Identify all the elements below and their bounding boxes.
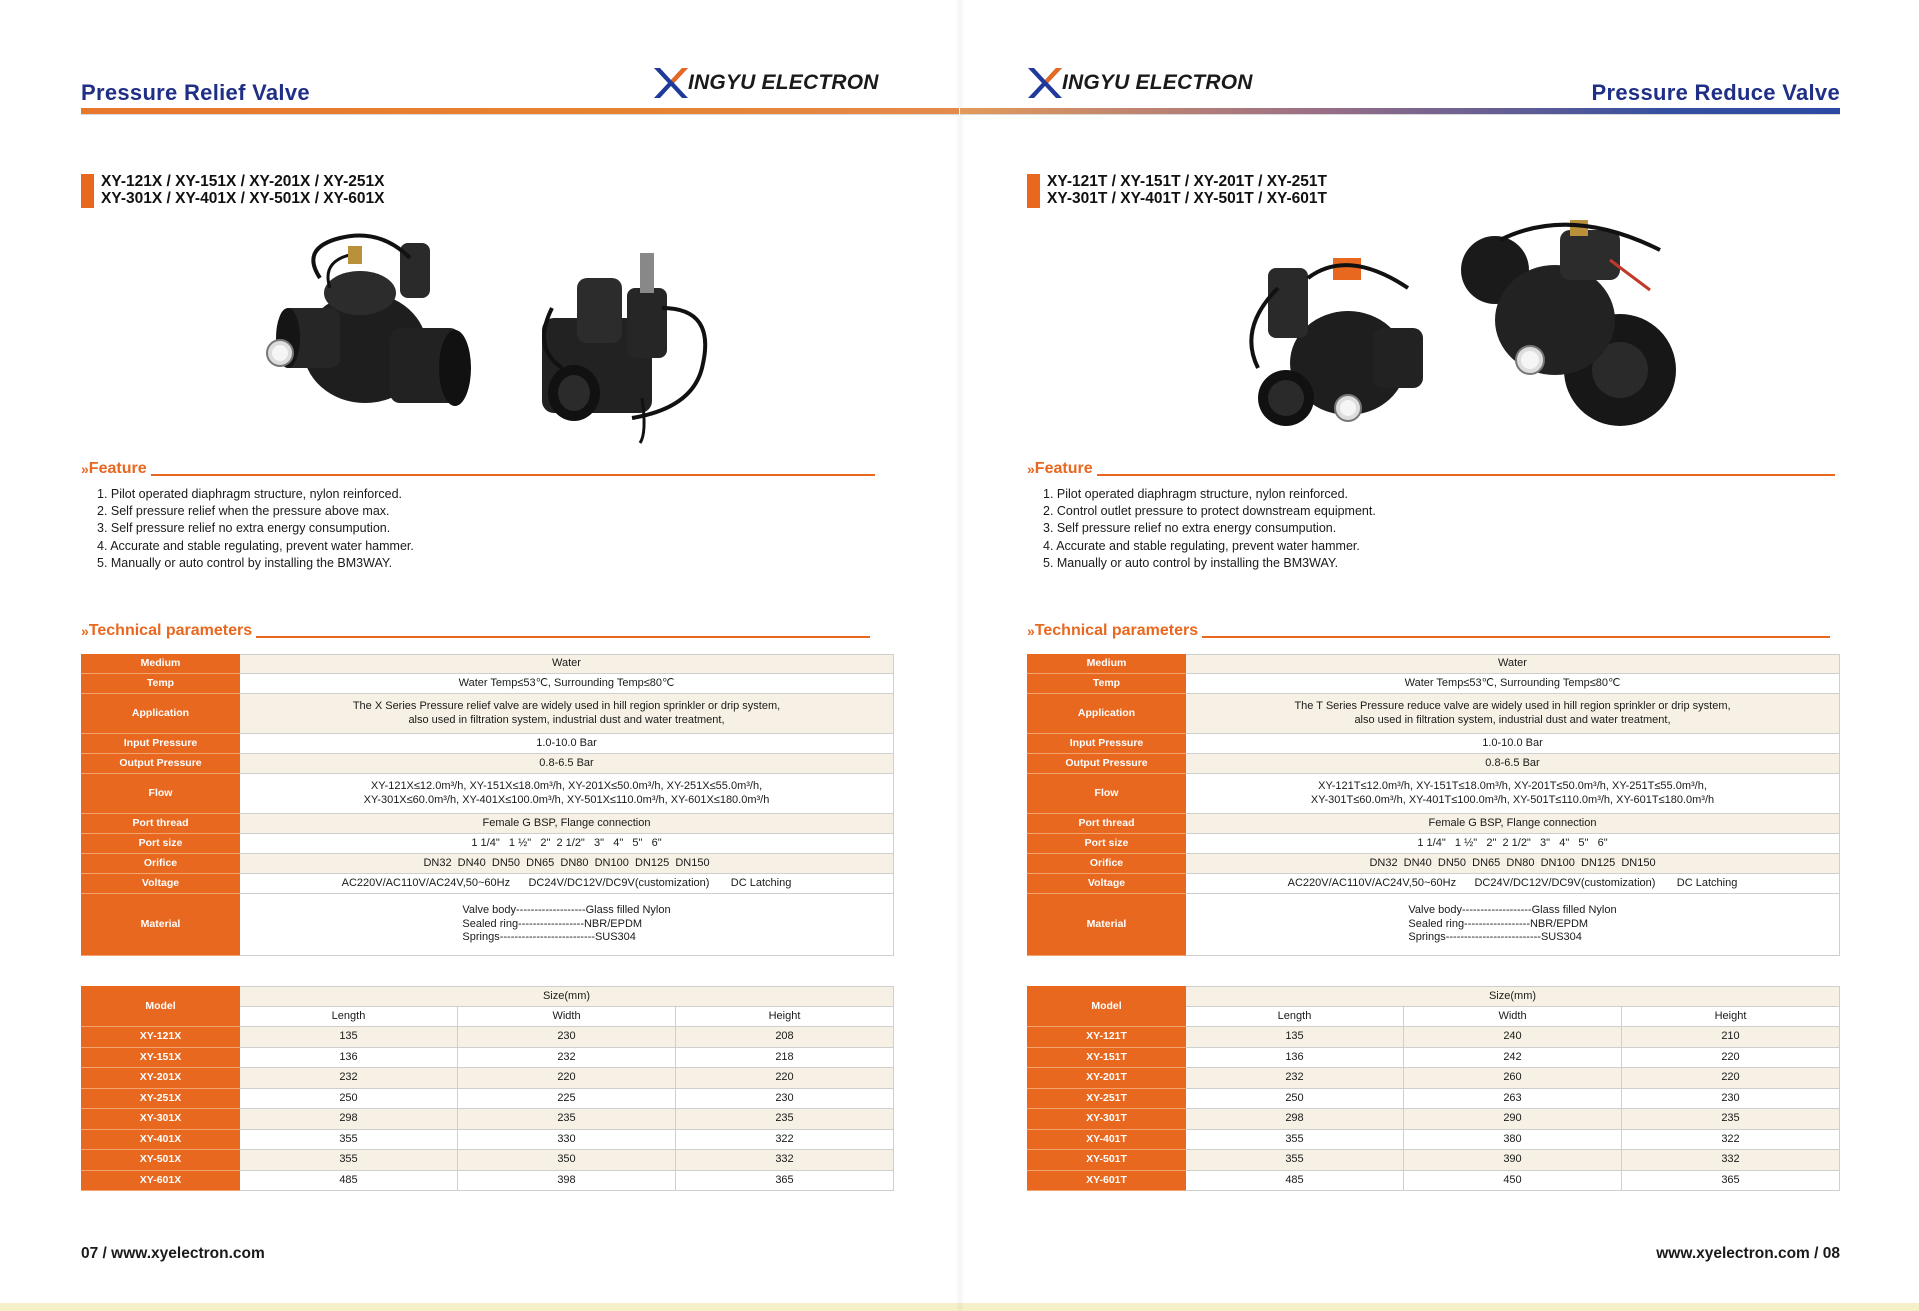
list-item: 4. Accurate and stable regulating, prevent water hammer. bbox=[1043, 538, 1360, 553]
table-row bbox=[1028, 834, 1840, 854]
table-row: XY-601T 485 450 365 bbox=[1028, 1170, 1840, 1191]
list-item: 2. Self pressure relief when the pressure above max. bbox=[97, 504, 390, 519]
reduce-valve-photo-1 bbox=[1238, 248, 1438, 433]
x-logo-icon bbox=[652, 66, 690, 100]
table-row bbox=[82, 694, 894, 734]
table-row: XY-201X 232 220 220 bbox=[82, 1068, 894, 1089]
tech-heading bbox=[1027, 622, 1830, 640]
right-page bbox=[960, 0, 1919, 1311]
models-line-1: XY-121X / XY-151X / XY-201X / XY-251X bbox=[101, 173, 385, 190]
page-footer: www.xyelectron.com / 08 bbox=[1656, 1245, 1840, 1262]
page-title: Pressure Reduce Valve bbox=[1591, 80, 1840, 105]
row-value: 1.0-10.0 Bar bbox=[240, 734, 894, 754]
table-row: XY-501X 355 350 332 bbox=[82, 1150, 894, 1171]
row-label: Port thread bbox=[1028, 814, 1186, 834]
width-header: Width bbox=[458, 1007, 676, 1027]
row-value: Valve body-------------------Glass filled Nylon Sealed ring------------------NBR/EPDM Springs--------------------------SUS304 bbox=[1186, 894, 1840, 956]
table-header-row bbox=[82, 987, 894, 1007]
table-row: XY-401T 355 380 322 bbox=[1028, 1129, 1840, 1150]
row-value: Valve body-------------------Glass filled Nylon Sealed ring------------------NBR/EPDM Springs--------------------------SUS304 bbox=[240, 894, 894, 956]
chevron-right-icon: » bbox=[81, 623, 86, 639]
table-row: XY-401X 355 330 322 bbox=[82, 1129, 894, 1150]
table-row: XY-251T 250 263 230 bbox=[1028, 1088, 1840, 1109]
list-item: 1. Pilot operated diaphragm structure, nylon reinforced. bbox=[97, 487, 403, 501]
row-value: AC220V/AC110V/AC24V,50~60Hz DC24V/DC12V/DC9V(customization) DC Latching bbox=[1186, 874, 1840, 894]
row-label: Port thread bbox=[82, 814, 240, 834]
row-value: 0.8-6.5 Bar bbox=[1186, 754, 1840, 774]
list-item: 4. Accurate and stable regulating, prevent water hammer. bbox=[97, 538, 414, 553]
table-row bbox=[1028, 694, 1840, 734]
model-header: Model bbox=[1028, 987, 1186, 1027]
row-value: Water Temp≤53℃, Surrounding Temp≤80℃ bbox=[1186, 674, 1840, 694]
row-label: Port size bbox=[1028, 834, 1186, 854]
row-value: 0.8-6.5 Bar bbox=[240, 754, 894, 774]
row-value: DN32 DN40 DN50 DN65 DN80 DN100 DN125 DN150 bbox=[1186, 854, 1840, 874]
row-label: Flow bbox=[1028, 774, 1186, 814]
size-header: Size(mm) bbox=[240, 987, 894, 1007]
row-value: The X Series Pressure relief valve are widely used in hill region sprinkler or drip system, also used in filtration system, industrial dust and water treatment, bbox=[240, 694, 894, 734]
list-item: 5. Manually or auto control by installing the BM3WAY. bbox=[1043, 555, 1339, 570]
tech-rule bbox=[256, 636, 870, 638]
header-divider bbox=[81, 108, 959, 114]
list-item: 3. Self pressure relief no extra energy consumpution. bbox=[1043, 521, 1337, 536]
row-label: Input Pressure bbox=[1028, 734, 1186, 754]
table-row: XY-151X 136 232 218 bbox=[82, 1047, 894, 1068]
table-row: XY-301T 298 290 235 bbox=[1028, 1109, 1840, 1130]
brand-name: INGYU ELECTRON bbox=[688, 71, 879, 94]
list-item: 3. Self pressure relief no extra energy consumpution. bbox=[97, 521, 391, 536]
table-row bbox=[1028, 894, 1840, 956]
feature-heading bbox=[1027, 460, 1835, 478]
feature-list bbox=[97, 486, 414, 572]
table-row: XY-201T 232 260 220 bbox=[1028, 1068, 1840, 1089]
table-row bbox=[82, 754, 894, 774]
list-item: 2. Control outlet pressure to protect downstream equipment. bbox=[1043, 504, 1376, 519]
table-header-row bbox=[1028, 987, 1840, 1007]
tech-parameters-table bbox=[81, 654, 894, 956]
size-table bbox=[81, 986, 894, 1191]
table-row: XY-151T 136 242 220 bbox=[1028, 1047, 1840, 1068]
row-value: The T Series Pressure reduce valve are widely used in hill region sprinkler or drip system, also used in filtration system, industrial dust and water treatment, bbox=[1186, 694, 1840, 734]
left-page bbox=[0, 0, 959, 1311]
table-row bbox=[1028, 814, 1840, 834]
models-line-2: XY-301X / XY-401X / XY-501X / XY-601X bbox=[101, 190, 385, 207]
model-header: Model bbox=[82, 987, 240, 1027]
row-value: XY-121T≤12.0m³/h, XY-151T≤18.0m³/h, XY-201T≤50.0m³/h, XY-251T≤55.0m³/h, XY-301T≤60.0m³/h, XY-401T≤100.0m³/h, XY-501T≤110.0m³/h, XY-601T≤180.0m³/h bbox=[1186, 774, 1840, 814]
length-header: Length bbox=[1186, 1007, 1404, 1027]
chevron-right-icon: » bbox=[1027, 461, 1032, 477]
table-row: XY-121X 135 230 208 bbox=[82, 1027, 894, 1048]
table-row bbox=[82, 774, 894, 814]
row-value: 1.0-10.0 Bar bbox=[1186, 734, 1840, 754]
feature-rule bbox=[151, 474, 875, 476]
list-item: 5. Manually or auto control by installing the BM3WAY. bbox=[97, 555, 393, 570]
size-header: Size(mm) bbox=[1186, 987, 1840, 1007]
models-line-2: XY-301T / XY-401T / XY-501T / XY-601T bbox=[1047, 190, 1328, 207]
tech-heading bbox=[81, 622, 870, 640]
tech-rule bbox=[1202, 636, 1830, 638]
list-item: 1. Pilot operated diaphragm structure, nylon reinforced. bbox=[1043, 487, 1349, 501]
table-row bbox=[82, 814, 894, 834]
feature-title: Feature bbox=[1034, 460, 1093, 477]
height-header: Height bbox=[676, 1007, 894, 1027]
row-label: Application bbox=[82, 694, 240, 734]
tech-title: Technical parameters bbox=[88, 622, 253, 639]
table-row: XY-301X 298 235 235 bbox=[82, 1109, 894, 1130]
row-value: Female G BSP, Flange connection bbox=[240, 814, 894, 834]
relief-valve-photo-2 bbox=[532, 248, 722, 448]
tech-parameters-table bbox=[1027, 654, 1840, 956]
feature-heading bbox=[81, 460, 875, 478]
row-value: DN32 DN40 DN50 DN65 DN80 DN100 DN125 DN150 bbox=[240, 854, 894, 874]
table-row bbox=[1028, 734, 1840, 754]
table-row: XY-501T 355 390 332 bbox=[1028, 1150, 1840, 1171]
table-row bbox=[1028, 874, 1840, 894]
row-value: Female G BSP, Flange connection bbox=[1186, 814, 1840, 834]
brand-name: INGYU ELECTRON bbox=[1062, 71, 1253, 94]
chevron-right-icon: » bbox=[81, 461, 86, 477]
row-label: Medium bbox=[1028, 655, 1186, 674]
models-line-1: XY-121T / XY-151T / XY-201T / XY-251T bbox=[1047, 173, 1328, 190]
row-label: Material bbox=[82, 894, 240, 956]
row-value: XY-121X≤12.0m³/h, XY-151X≤18.0m³/h, XY-201X≤50.0m³/h, XY-251X≤55.0m³/h, XY-301X≤60.0m³/h, XY-401X≤100.0m³/h, XY-501X≤110.0m³/h, XY-601X≤180.0m³/h bbox=[240, 774, 894, 814]
header-divider bbox=[960, 108, 1840, 114]
table-row bbox=[82, 894, 894, 956]
brand-logo bbox=[1026, 66, 1253, 100]
row-value: Water Temp≤53℃, Surrounding Temp≤80℃ bbox=[240, 674, 894, 694]
row-label: Orifice bbox=[82, 854, 240, 874]
row-label: Output Pressure bbox=[1028, 754, 1186, 774]
table-row bbox=[82, 734, 894, 754]
row-label: Port size bbox=[82, 834, 240, 854]
length-header: Length bbox=[240, 1007, 458, 1027]
row-label: Material bbox=[1028, 894, 1186, 956]
table-row bbox=[1028, 674, 1840, 694]
tech-title: Technical parameters bbox=[1034, 622, 1199, 639]
brand-logo bbox=[652, 66, 879, 100]
row-value: 1 1/4" 1 ½" 2" 2 1/2" 3" 4" 5" 6" bbox=[240, 834, 894, 854]
row-value: 1 1/4" 1 ½" 2" 2 1/2" 3" 4" 5" 6" bbox=[1186, 834, 1840, 854]
row-label: Voltage bbox=[82, 874, 240, 894]
row-label: Orifice bbox=[1028, 854, 1186, 874]
row-label: Temp bbox=[1028, 674, 1186, 694]
reduce-valve-photo-2 bbox=[1460, 210, 1680, 430]
feature-list bbox=[1043, 486, 1376, 572]
table-row bbox=[82, 655, 894, 674]
x-logo-icon bbox=[1026, 66, 1064, 100]
table-row: XY-121T 135 240 210 bbox=[1028, 1027, 1840, 1048]
table-row bbox=[1028, 655, 1840, 674]
table-row: XY-251X 250 225 230 bbox=[82, 1088, 894, 1109]
row-label: Input Pressure bbox=[82, 734, 240, 754]
page-title: Pressure Relief Valve bbox=[81, 80, 310, 105]
table-row bbox=[1028, 854, 1840, 874]
table-row bbox=[82, 874, 894, 894]
model-heading-bar bbox=[81, 174, 94, 208]
row-label: Flow bbox=[82, 774, 240, 814]
row-value: Water bbox=[240, 655, 894, 674]
table-row bbox=[82, 854, 894, 874]
row-value: Water bbox=[1186, 655, 1840, 674]
row-label: Temp bbox=[82, 674, 240, 694]
width-header: Width bbox=[1404, 1007, 1622, 1027]
size-table bbox=[1027, 986, 1840, 1191]
feature-title: Feature bbox=[88, 460, 147, 477]
table-row bbox=[82, 834, 894, 854]
table-row bbox=[1028, 754, 1840, 774]
page-footer: 07 / www.xyelectron.com bbox=[81, 1245, 265, 1262]
row-value: AC220V/AC110V/AC24V,50~60Hz DC24V/DC12V/DC9V(customization) DC Latching bbox=[240, 874, 894, 894]
chevron-right-icon: » bbox=[1027, 623, 1032, 639]
row-label: Voltage bbox=[1028, 874, 1186, 894]
relief-valve-photo-1 bbox=[260, 228, 490, 428]
row-label: Output Pressure bbox=[82, 754, 240, 774]
feature-rule bbox=[1097, 474, 1835, 476]
table-row: XY-601X 485 398 365 bbox=[82, 1170, 894, 1191]
row-label: Application bbox=[1028, 694, 1186, 734]
row-label: Medium bbox=[82, 655, 240, 674]
table-row bbox=[1028, 774, 1840, 814]
height-header: Height bbox=[1622, 1007, 1840, 1027]
model-heading-bar bbox=[1027, 174, 1040, 208]
table-row bbox=[82, 674, 894, 694]
